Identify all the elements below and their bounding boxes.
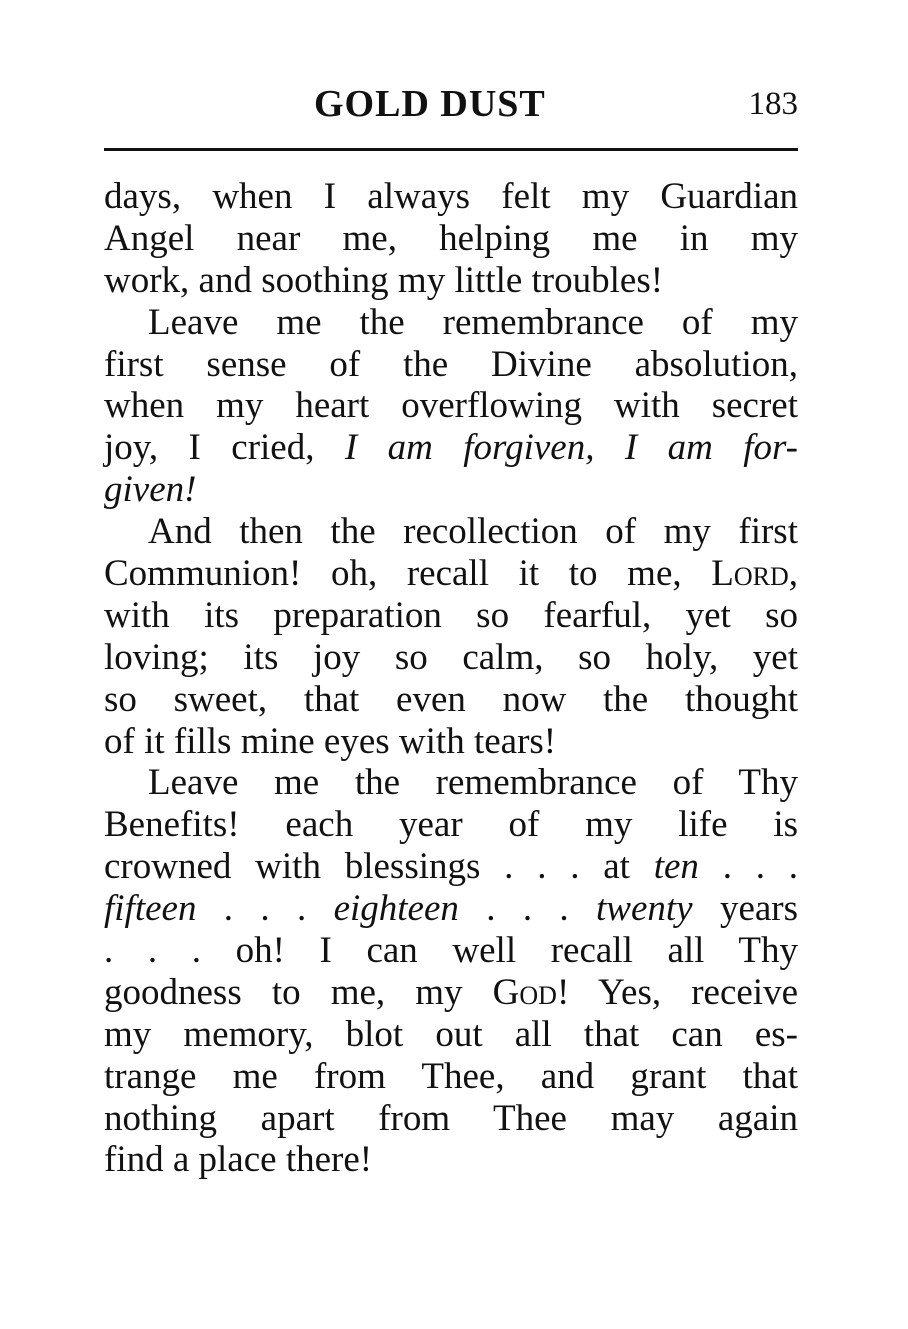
header-rule <box>104 148 798 151</box>
text-line <box>104 511 798 553</box>
text-line <box>104 176 798 218</box>
italic-text: eighteen <box>333 888 459 930</box>
text-segment: trange me from Thee, and grant that <box>104 1055 798 1097</box>
text-segment: crowned with blessings . . . at <box>104 846 654 888</box>
text-segment: . . . <box>458 888 597 930</box>
text-segment: Communion! oh, recall it to me, <box>104 553 712 595</box>
small-caps-text: Lord <box>711 553 789 595</box>
text-line <box>104 762 798 804</box>
text-segment: Leave me the remembrance of my <box>148 301 798 343</box>
text-line <box>104 804 798 846</box>
text-line <box>104 930 798 972</box>
text-segment: so sweet, that even now the thought <box>104 678 798 720</box>
text-segment: days, when I always felt my Guardian <box>104 176 798 217</box>
text-segment: joy, I cried, <box>104 427 345 469</box>
text-line <box>104 1014 798 1056</box>
italic-text: ten <box>653 846 699 888</box>
page-number: 183 <box>748 86 798 122</box>
text-segment: when my heart overflowing with secret <box>104 385 798 427</box>
text-line <box>104 888 798 930</box>
text-segment: goodness to me, my <box>104 971 493 1013</box>
body-text <box>104 176 798 1181</box>
text-line <box>104 1139 798 1181</box>
text-line <box>104 427 798 469</box>
text-line <box>104 972 798 1014</box>
italic-text: twenty <box>596 888 693 930</box>
text-line <box>104 553 798 595</box>
text-segment: of it fills mine eyes with tears! <box>104 720 557 762</box>
text-line <box>104 1056 798 1098</box>
text-line <box>104 679 798 721</box>
text-segment: first sense of the Divine absolution, <box>104 343 798 385</box>
text-segment: . . . <box>196 888 334 930</box>
text-line <box>104 218 798 260</box>
text-line <box>104 846 798 888</box>
text-line <box>104 637 798 679</box>
italic-text: given! <box>104 469 197 511</box>
text-line <box>104 1098 798 1140</box>
text-segment: ! Yes, receive <box>556 971 798 1013</box>
running-title: GOLD DUST <box>314 83 546 125</box>
text-segment: Leave me the remembrance of Thy <box>148 762 798 804</box>
page-header <box>104 82 798 130</box>
text-segment: . . . <box>698 846 799 888</box>
text-line <box>104 721 798 763</box>
text-line <box>104 469 798 511</box>
text-line <box>104 385 798 427</box>
text-line <box>104 344 798 386</box>
small-caps-text: God <box>492 971 557 1013</box>
text-segment: find a place there! <box>104 1139 373 1181</box>
text-segment: . . . oh! I can well recall all Thy <box>104 930 798 972</box>
text-segment: , <box>788 553 798 595</box>
text-segment: my memory, blot out all that can es- <box>104 1013 798 1055</box>
text-segment: Angel near me, helping me in my <box>104 217 798 259</box>
text-segment: And then the recollection of my first <box>148 511 798 553</box>
text-segment: nothing apart from Thee may again <box>104 1097 798 1139</box>
italic-text: fifteen <box>104 888 197 930</box>
text-line <box>104 595 798 637</box>
text-segment: years <box>692 888 799 930</box>
text-segment: with its preparation so fearful, yet so <box>104 594 798 636</box>
text-line <box>104 302 798 344</box>
text-segment: work, and soothing my little troubles! <box>104 259 664 301</box>
italic-text: I am forgiven, I am for- <box>344 427 798 469</box>
text-segment: loving; its joy so calm, so holy, yet <box>104 636 798 678</box>
text-segment: Benefits! each year of my life is <box>104 804 798 846</box>
text-line <box>104 260 798 302</box>
